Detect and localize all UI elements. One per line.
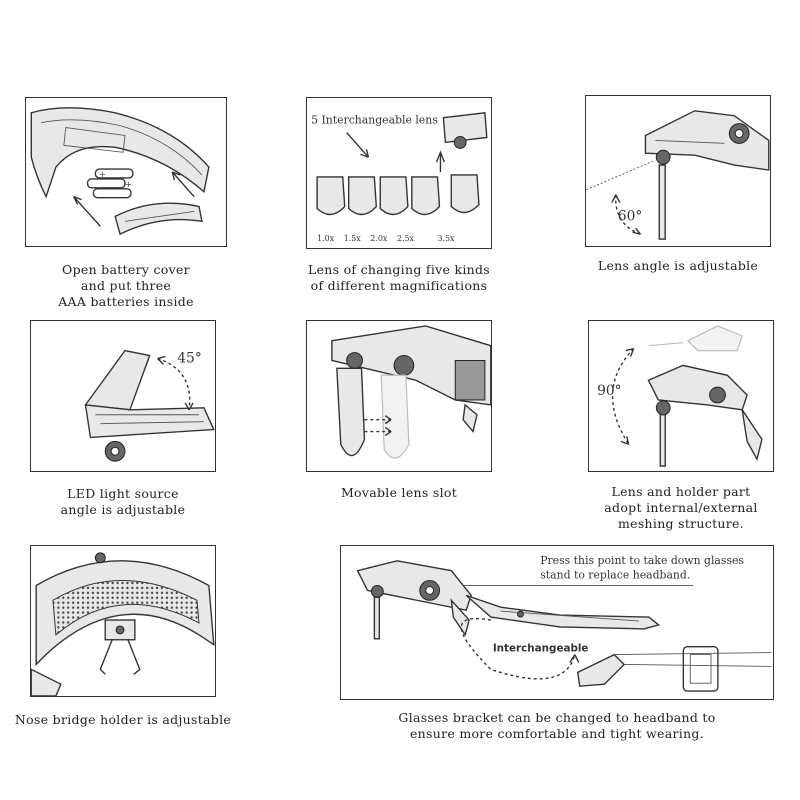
bracket-illustration — [341, 546, 773, 699]
svg-text:+: + — [99, 169, 106, 179]
bracket-note-2: stand to replace headband. — [540, 568, 691, 582]
bracket-badge: Interchangeable — [492, 642, 589, 655]
battery-caption: Open battery cover and put three AAA batteries inside — [58, 262, 194, 309]
lens-angle-illustration — [586, 96, 770, 246]
lenses-illustration — [307, 98, 491, 248]
mag-4: 2.5x — [397, 234, 414, 244]
lenses-panel — [306, 97, 492, 249]
lens-slot-panel — [306, 320, 492, 472]
holder-caption: Lens and holder part adopt internal/external meshing structure. — [604, 484, 758, 531]
lens-row — [317, 175, 479, 215]
led-angle-label: 45° — [177, 350, 202, 367]
mag-2: 1.5x — [343, 234, 361, 244]
lens-angle-caption: Lens angle is adjustable — [597, 258, 759, 273]
lens-angle-label: 60° — [617, 208, 643, 225]
bracket-caption: Glasses bracket can be changed to headband to ensure more comfortable and tight wearing. — [398, 710, 716, 741]
lens-slot-illustration — [307, 321, 491, 471]
bracket-panel — [340, 545, 774, 700]
led-illustration — [31, 321, 215, 471]
mag-3: 2.0x — [370, 234, 388, 244]
lens-slot-caption: Movable lens slot — [340, 485, 458, 500]
led-panel — [30, 320, 216, 472]
holder-angle-label: 90° — [597, 383, 622, 400]
nose-panel — [30, 545, 216, 697]
led-caption: LED light source angle is adjustable — [60, 486, 186, 517]
lens-angle-panel — [585, 95, 771, 247]
nose-illustration — [31, 546, 215, 696]
battery-panel — [25, 97, 227, 247]
battery-illustration — [26, 98, 226, 246]
holder-illustration — [589, 321, 773, 471]
mag-1: 1.0x — [317, 234, 335, 244]
nose-caption: Nose bridge holder is adjustable — [14, 712, 232, 727]
holder-panel — [588, 320, 774, 472]
mag-5: 3.5x — [437, 234, 455, 244]
lenses-header: 5 Interchangeable lens — [311, 113, 438, 127]
svg-text:+: + — [125, 179, 132, 189]
bracket-note-1: Press this point to take down glasses — [540, 553, 745, 567]
lenses-caption: Lens of changing five kinds of different magnifications — [307, 262, 491, 293]
